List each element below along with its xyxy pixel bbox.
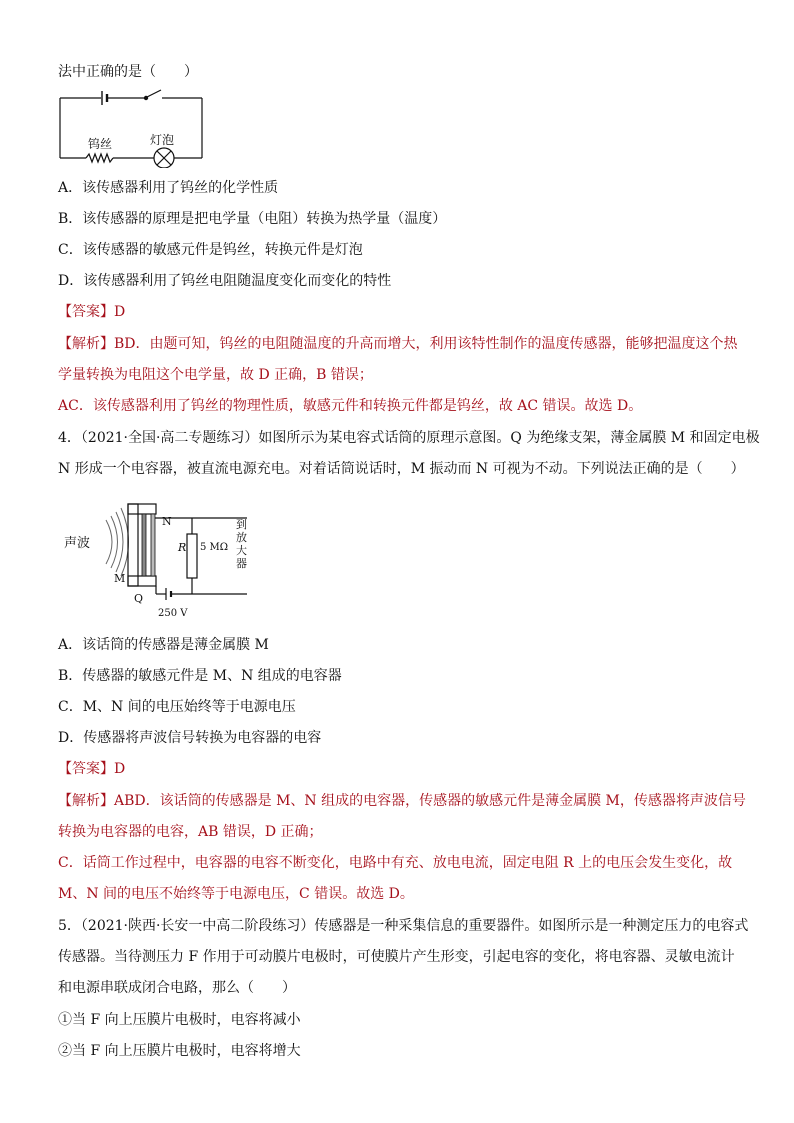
amplifier-label-char-1: 到: [236, 518, 247, 531]
q4-analysis-line-4: M、N 间的电压不始终等于电源电压，C 错误。故选 D。: [58, 886, 414, 902]
q4-analysis-line-3: C．话筒工作过程中，电容器的电容不断变化，电路中有充、放电电流，固定电阻 R 上的电压会发生变化，故: [58, 855, 733, 871]
q3-answer: [58, 302, 125, 322]
voltage-label: 250 V: [158, 608, 188, 619]
q3-stem-tail: 法中正确的是（ ）: [58, 64, 198, 80]
amplifier-label-char-3: 大: [236, 544, 247, 557]
q4-option-a: A．该话筒的传感器是薄金属膜 M: [58, 637, 269, 653]
q3-option-c: C．该传感器的敏感元件是钨丝，转换元件是灯泡: [58, 242, 363, 258]
q3-analysis-line-1: 【解析】BD．由题可知，钨丝的电阻随温度的升高而增大，利用该特性制作的温度传感器，能够把温度这个热: [58, 336, 738, 352]
amplifier-label-char-2: 放: [236, 531, 247, 544]
q5-stem-line-1: 5．（2021·陕西·长安一中高二阶段练习）传感器是一种采集信息的重要器件。如图所示是一种测定压力的电容式: [58, 918, 749, 934]
tungsten-wire-label: 钨丝: [88, 137, 113, 151]
sound-wave-label: 声波: [64, 536, 91, 551]
q5-item-1: ①当 F 向上压膜片电极时，电容将减小: [58, 1012, 301, 1028]
q5-item-2: ②当 F 向上压膜片电极时，电容将增大: [58, 1043, 301, 1059]
support-q-label: Q: [134, 592, 144, 605]
bulb-label: 灯泡: [150, 133, 175, 147]
analysis-tag: 【解析】: [58, 793, 114, 809]
answer-value: D: [114, 761, 126, 777]
resistor-r-label: R: [178, 541, 187, 554]
answer-tag: 【答案】: [58, 761, 114, 777]
resistance-value-label: 5 MΩ: [200, 542, 229, 553]
q4-analysis-line-1: 【解析】ABD．该话筒的传感器是 M、N 组成的电容器，传感器的敏感元件是薄金属膜 M，传感器将声波信号: [58, 793, 746, 809]
q5-stem-line-2: 传感器。当待测压力 F 作用于可动膜片电极时，可使膜片产生形变，引起电容的变化，将电容器、灵敏电流计: [58, 949, 735, 965]
q3-analysis-line-3: AC．该传感器利用了钨丝的物理性质，敏感元件和转换元件都是钨丝，故 AC 错误。故选 D。: [58, 398, 643, 414]
q3-option-a: A．该传感器利用了钨丝的化学性质: [58, 180, 279, 196]
q3-option-b: B．该传感器的原理是把电学量（电阻）转换为热学量（温度）: [58, 211, 447, 227]
electrode-n-label: N: [162, 515, 172, 528]
q4-option-b: B．传感器的敏感元件是 M、N 组成的电容器: [58, 668, 342, 684]
amplifier-label-char-4: 器: [236, 557, 247, 570]
q4-option-c: C．M、N 间的电压始终等于电源电压: [58, 699, 296, 715]
q4-analysis-line-2: 转换为电容器的电容，AB 错误，D 正确；: [58, 824, 323, 840]
answer-tag: 【答案】: [58, 304, 114, 320]
q3-option-d: D．该传感器利用了钨丝电阻随温度变化而变化的特性: [58, 273, 392, 289]
q3-analysis-line-2: 学量转换为电阻这个电学量，故 D 正确，B 错误；: [58, 367, 373, 383]
q4-answer: [58, 759, 125, 779]
answer-value: D: [114, 304, 126, 320]
analysis-tag: 【解析】: [58, 336, 114, 352]
membrane-m-label: M: [114, 572, 126, 585]
q4-stem-line-1: 4．（2021·全国·高二专题练习）如图所示为某电容式话筒的原理示意图。Q 为绝缘支架，薄金属膜 M 和固定电极: [58, 430, 760, 446]
microphone-circuit-diagram: [62, 492, 267, 620]
q4-option-d: D．传感器将声波信号转换为电容器的电容: [58, 730, 322, 746]
q4-stem-line-2: N 形成一个电容器，被直流电源充电。对着话筒说话时，M 振动而 N 可视为不动。下列说法正确的是（ ）: [58, 461, 745, 477]
q5-stem-line-3: 和电源串联成闭合电路，那么（ ）: [58, 980, 296, 996]
tungsten-bulb-circuit-diagram: [56, 86, 206, 168]
